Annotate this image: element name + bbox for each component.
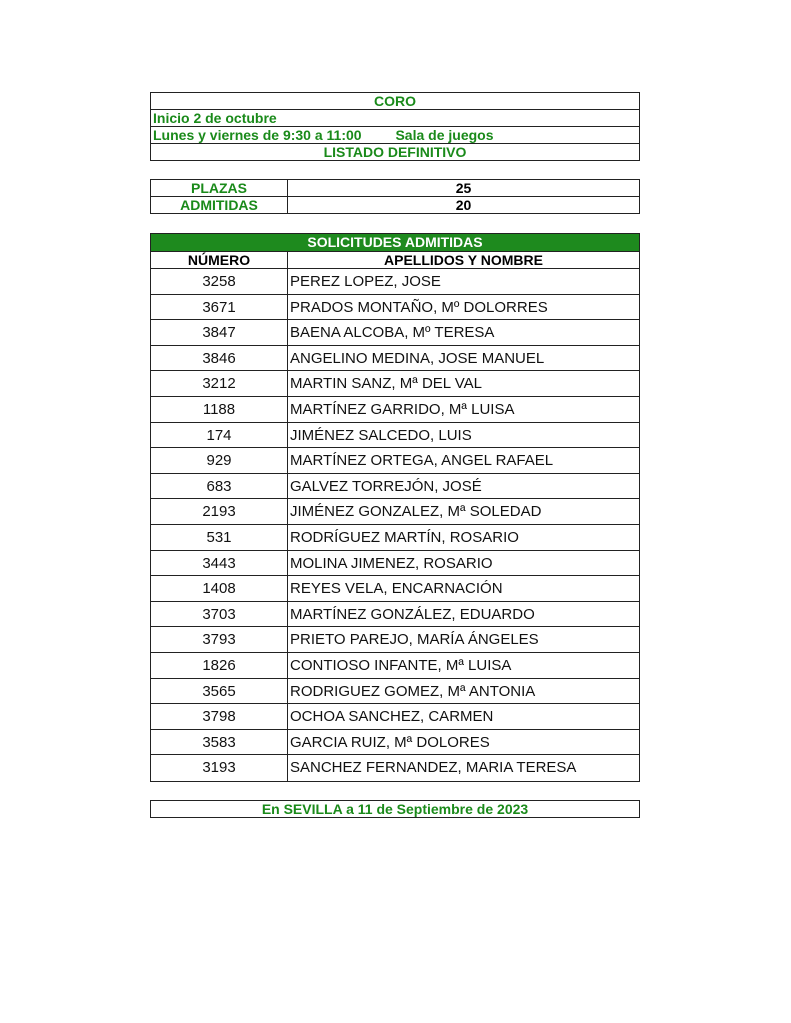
table-row — [151, 448, 639, 474]
row-name: JIMÉNEZ GONZALEZ, Mª SOLEDAD — [290, 503, 542, 521]
row-number: 3258 — [151, 269, 288, 294]
row-name: BAENA ALCOBA, Mº TERESA — [290, 324, 495, 342]
stats-row-admitidas — [151, 197, 639, 213]
stats-table — [150, 179, 640, 214]
row-number: 3565 — [151, 679, 288, 704]
row-number: 3793 — [151, 627, 288, 652]
admitidas-label: ADMITIDAS — [151, 197, 288, 213]
row-number: 3212 — [151, 371, 288, 396]
table-row — [151, 320, 639, 346]
row-name: RODRIGUEZ GOMEZ, Mª ANTONIA — [290, 682, 536, 700]
course-schedule-row — [151, 127, 639, 144]
row-number: 174 — [151, 423, 288, 448]
row-number: 3847 — [151, 320, 288, 345]
row-number: 3846 — [151, 346, 288, 371]
row-number: 3443 — [151, 551, 288, 576]
table-row — [151, 423, 639, 449]
admitidas-value: 20 — [455, 197, 472, 213]
plazas-value: 25 — [455, 180, 472, 196]
row-name: MARTÍNEZ GARRIDO, Mª LUISA — [290, 400, 515, 418]
table-row — [151, 627, 639, 653]
row-number: 2193 — [151, 499, 288, 524]
row-name: MARTIN SANZ, Mª DEL VAL — [290, 375, 482, 393]
table-row — [151, 730, 639, 756]
row-number: 3798 — [151, 704, 288, 729]
row-number: 929 — [151, 448, 288, 473]
row-number: 1188 — [151, 397, 288, 422]
row-number: 3671 — [151, 295, 288, 320]
row-name: PRIETO PAREJO, MARÍA ÁNGELES — [290, 631, 539, 649]
row-name: SANCHEZ FERNANDEZ, MARIA TERESA — [290, 759, 577, 777]
row-name: PEREZ LOPEZ, JOSE — [290, 273, 441, 290]
course-start-date: Inicio 2 de octubre — [151, 110, 639, 127]
row-name: CONTIOSO INFANTE, Mª LUISA — [290, 656, 512, 674]
course-header — [150, 92, 640, 161]
row-number: 3193 — [151, 755, 288, 781]
row-name: REYES VELA, ENCARNACIÓN — [290, 580, 503, 598]
column-header-name: APELLIDOS Y NOMBRE — [384, 252, 543, 268]
row-number: 683 — [151, 474, 288, 499]
row-number: 3583 — [151, 730, 288, 755]
row-number: 1826 — [151, 653, 288, 678]
table-row — [151, 346, 639, 372]
row-name: GARCIA RUIZ, Mª DOLORES — [290, 733, 490, 751]
row-name: GALVEZ TORREJÓN, JOSÉ — [290, 477, 482, 495]
table-row — [151, 474, 639, 500]
table-row — [151, 397, 639, 423]
table-row — [151, 371, 639, 397]
table-row — [151, 576, 639, 602]
row-name: RODRÍGUEZ MARTÍN, ROSARIO — [290, 528, 519, 546]
row-number: 1408 — [151, 576, 288, 601]
row-name: MARTÍNEZ ORTEGA, ANGEL RAFAEL — [290, 452, 554, 470]
table-row — [151, 704, 639, 730]
admitted-list-table — [150, 233, 640, 782]
plazas-label: PLAZAS — [151, 180, 288, 196]
column-header-number: NÚMERO — [151, 252, 288, 268]
table-row — [151, 653, 639, 679]
table-row — [151, 755, 639, 781]
list-column-headers — [151, 252, 639, 269]
table-row — [151, 269, 639, 295]
table-row — [151, 602, 639, 628]
stats-row-plazas — [151, 180, 639, 197]
list-rows — [151, 269, 639, 781]
row-name: PRADOS MONTAÑO, Mº DOLORRES — [290, 298, 548, 316]
table-row — [151, 679, 639, 705]
row-name: JIMÉNEZ SALCEDO, LUIS — [290, 426, 472, 444]
row-name: MOLINA JIMENEZ, ROSARIO — [290, 554, 493, 572]
row-name: ANGELINO MEDINA, JOSE MANUEL — [290, 349, 545, 367]
table-row — [151, 551, 639, 577]
list-type: LISTADO DEFINITIVO — [323, 144, 467, 160]
row-number: 531 — [151, 525, 288, 550]
footer-date: En SEVILLA a 11 de Septiembre de 2023 — [150, 800, 640, 818]
table-row — [151, 295, 639, 321]
row-name: MARTÍNEZ GONZÁLEZ, EDUARDO — [290, 605, 535, 623]
table-row — [151, 525, 639, 551]
course-title: CORO — [151, 93, 639, 110]
course-room: Sala de juegos — [395, 127, 494, 143]
row-number: 3703 — [151, 602, 288, 627]
row-name: OCHOA SANCHEZ, CARMEN — [290, 708, 494, 726]
course-schedule: Lunes y viernes de 9:30 a 11:00 — [153, 127, 362, 143]
table-row — [151, 499, 639, 525]
list-title: SOLICITUDES ADMITIDAS — [151, 234, 639, 252]
